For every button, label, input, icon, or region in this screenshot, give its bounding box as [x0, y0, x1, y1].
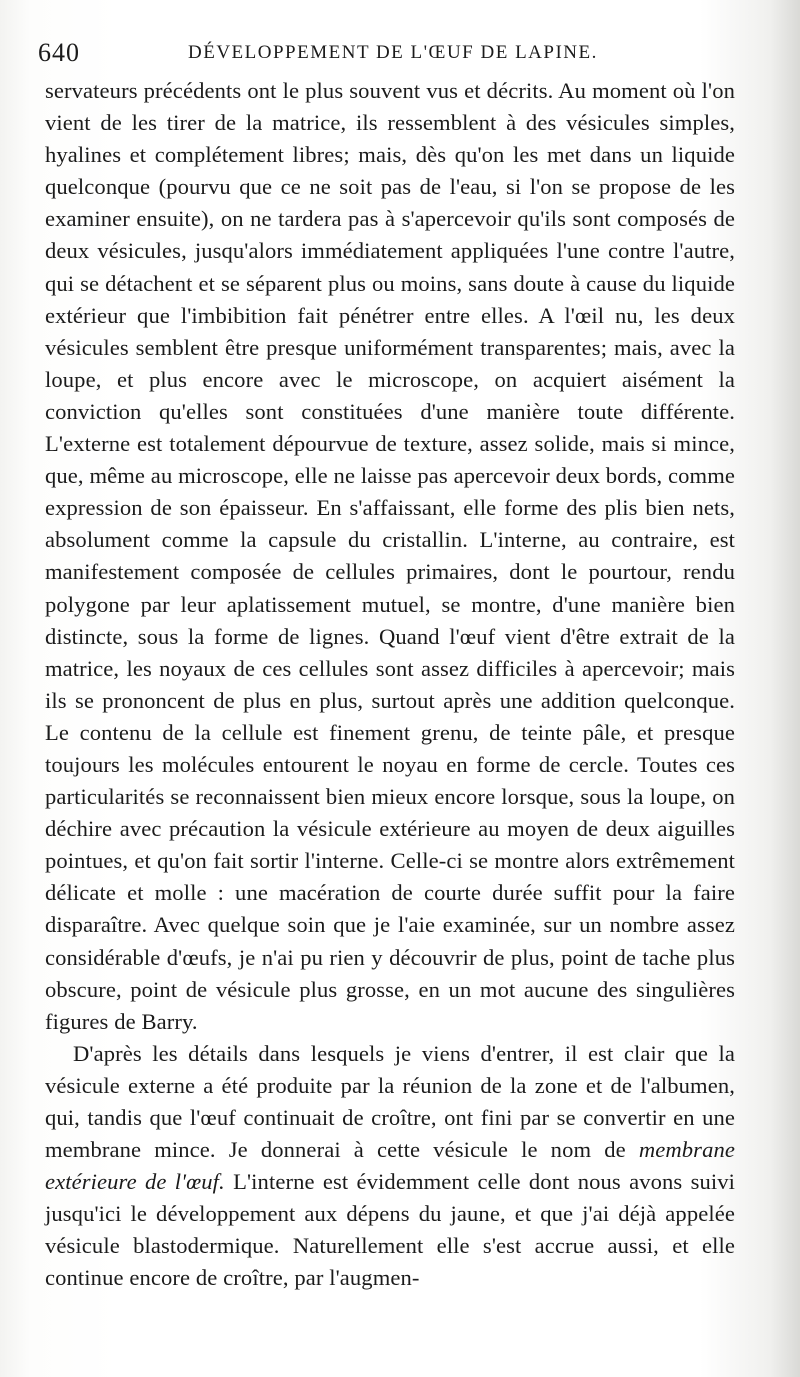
paragraph-2-start: D'après les détails dans lesquels je viens d'entrer, il est clair que la vésicule externe a été produite par la réunion de la zone et de l'albumen, qui, tandis que l'œuf continuait de croître, ont fini par se convertir en une membrane mince. Je donnerai à cette vésicule le nom de: [45, 1040, 735, 1163]
paragraph-2: [45, 1038, 735, 1295]
paragraph-2-italic: membrane extérieure de l'œuf.: [45, 1137, 736, 1195]
page-header: [38, 38, 758, 68]
paragraph-1: servateurs précédents ont le plus souvent vus et décrits. Au moment où l'on vient de les tirer de la matrice, ils ressemblent à des vésicules simples, hyalines et complétement libres; mais, dès qu'on les met dans un liquide quelconque (pourvu que ce ne soit pas de l'eau, si l'on se propose de les examiner ensuite), on ne tardera pas à s'apercevoir qu'ils sont composés de deux vésicules, jusqu'alors immédiatement appliquées l'une contre l'autre, qui se détachent et se séparent plus ou moins, sans doute à cause du liquide extérieur que l'imbibition fait pénétrer entre elles. A l'œil nu, les deux vésicules semblent être presque uniformément transparentes; mais, avec la loupe, et plus encore avec le microscope, on acquiert aisément la conviction qu'elles sont constituées d'une manière toute différente. L'externe est totalement dépourvue de texture, assez solide, mais si mince, que, même au microscope, elle ne laisse pas apercevoir deux bords, comme expression de son épaisseur. En s'affaissant, elle forme des plis bien nets, absolument comme la capsule du cristallin. L'interne, au contraire, est manifestement composée de cellules primaires, dont le pourtour, rendu polygone par leur aplatissement mutuel, se montre, d'une manière bien distincte, sous la forme de lignes. Quand l'œuf vient d'être extrait de la matrice, les noyaux de ces cellules sont assez difficiles à apercevoir; mais ils se prononcent de plus en plus, surtout après une addition quelconque. Le contenu de la cellule est finement grenu, de teinte pâle, et presque toujours les molécules entourent le noyau en forme de cercle. Toutes ces particularités se reconnaissent bien mieux encore lorsque, sous la loupe, on déchire avec précaution la vésicule extérieure au moyen de deux aiguilles pointues, et qu'on fait sortir l'interne. Celle-ci se montre alors extrêmement délicate et molle : une macération de courte durée suffit pour la faire disparaître. Avec quelque soin que je l'aie examinée, sur un nombre assez considérable d'œufs, je n'ai pu rien y découvrir de plus, point de tache plus obscure, point de vésicule plus grosse, en un mot aucune des singulières figures de Barry.: [45, 78, 735, 1034]
running-head: DÉVELOPPEMENT DE L'ŒUF DE LAPINE.: [188, 42, 598, 63]
page-number: 640: [38, 38, 80, 67]
paragraph-2-end: L'interne est évidemment celle dont nous avons suivi jusqu'ici le développement aux dépens du jaune, et que j'ai déjà appelée vésicule blastodermique. Naturellement elle s'est accrue aussi, et elle continue encore de croître, par l'augmen-: [45, 1169, 736, 1291]
body-text: [45, 75, 735, 1295]
